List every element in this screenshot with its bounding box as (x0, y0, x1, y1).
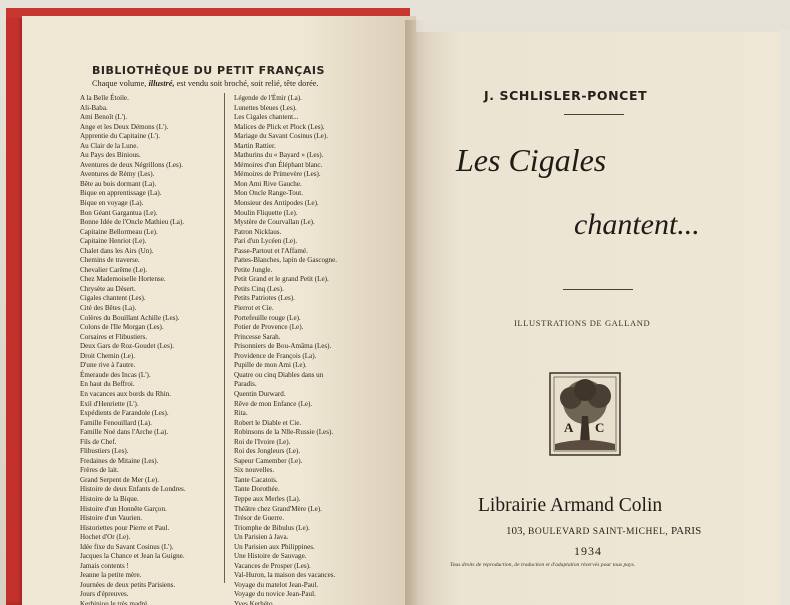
list-item: Corsaires et Flibustiers. (80, 332, 148, 341)
title-line-2: chantent... (574, 208, 700, 241)
list-item: Val-Huron, la maison des vacances. (234, 571, 336, 580)
list-item: Colères du Bouillant Achille (Les). (80, 313, 180, 322)
author-name: J. SCHLISLER-PONCET (484, 88, 648, 103)
list-item: Idée fixe du Savant Cosinus (L'). (80, 542, 174, 551)
list-item: Au Clair de la Lune. (80, 141, 139, 150)
list-item: Histoire de deux Enfants de Londres. (80, 485, 186, 494)
list-item: Petite Jungle. (234, 265, 273, 274)
list-item: Robert le Diable et Cie. (234, 418, 302, 427)
list-item: Mon Oncle Range-Tout. (234, 189, 304, 198)
list-item: Robinsons de la Nlle-Russie (Les). (234, 428, 334, 437)
list-item: Mémoires d'un Éléphant blanc. (234, 160, 323, 169)
list-item: Historiettes pour Pierre et Paul. (80, 523, 170, 532)
list-item: Ange et les Deux Démons (L'). (80, 122, 169, 131)
list-item: Tante Cacatois. (234, 475, 278, 484)
list-item: Mon Ami Rive Gauche. (234, 179, 302, 188)
list-item: Ami Benoît (L'). (80, 113, 128, 122)
list-item: Émeraude des Incas (L'). (80, 370, 151, 379)
list-item: Mystère de Courvallan (Le). (234, 218, 315, 227)
list-item: Lunettes bleues (Les). (234, 103, 297, 112)
list-item: Petits Cinq (Les). (234, 284, 284, 293)
address-number: 103, (506, 525, 526, 537)
list-item: Chez Mademoiselle Hortense. (80, 275, 166, 284)
list-item: Aventures de deux Négrillons (Les). (80, 160, 183, 169)
list-item: Expédients de Farandole (Les). (80, 409, 169, 418)
list-item: Bon Géant Gargantua (Le). (80, 208, 158, 217)
list-item: Les Cigales chantent... (234, 113, 299, 122)
list-item: Monsieur des Antipodes (Le). (234, 199, 319, 208)
list-item: Apprentie du Capitaine (L'). (80, 132, 161, 141)
list-item: A la Belle Étoile. (80, 94, 129, 102)
list-item: Histoire de la Bique. (80, 494, 139, 503)
list-item: Histoire d'un Honnête Garçon. (80, 504, 167, 513)
list-item: Cité des Bêtes (La). (80, 304, 137, 313)
publisher-name: Librairie Armand Colin (478, 495, 663, 516)
list-item: Capitaine Henriot (Le). (80, 237, 147, 246)
list-item: Jamais contents ! (80, 561, 129, 570)
list-item: Chemins de traverse. (80, 256, 140, 265)
list-item: Vacances de Prosper (Les). (234, 561, 311, 570)
list-item: En haut du Beffroi. (80, 380, 135, 389)
list-item: Jacques la Chance et Jean la Guigne. (80, 552, 185, 561)
list-item: Mariage du Savant Cosinus (Le). (234, 132, 328, 141)
list-item: Kerbiniou le très madré (80, 599, 148, 605)
list-item: Teppe aux Merles (La). (234, 494, 301, 503)
list-item: Exil d'Henriette (L'). (80, 399, 139, 408)
publisher-address (506, 525, 701, 537)
list-item: Quentin Durward. (234, 389, 286, 398)
book-gutter (405, 20, 427, 605)
publisher-tree-vignette (549, 372, 621, 456)
subheading-emphasis: illustré, (148, 79, 175, 88)
list-item: Deux Gars de Roz-Goudet (Les). (80, 342, 174, 351)
vignette-letter-left: A (564, 420, 574, 435)
list-item: Jours d'épreuves. (80, 590, 129, 599)
list-item: Roi de l'Ivoire (Le). (234, 437, 291, 446)
list-item: Une Histoire de Sauvage. (234, 552, 307, 561)
address-street: BOULEVARD SAINT-MICHEL, (528, 527, 669, 537)
list-item: Triomphe de Bibulus (Le). (234, 523, 310, 532)
list-item: Paradis. (234, 380, 257, 389)
list-item: Flibustiers (Les). (80, 447, 129, 456)
list-item: En vacances aux bords du Rhin. (80, 389, 172, 398)
list-item: Providence de François (La). (234, 351, 317, 360)
title-list-left (80, 94, 186, 605)
list-item: Droit Chemin (Le). (80, 351, 135, 360)
list-item: Colons de l'Ile Morgan (Les). (80, 323, 164, 332)
list-item: Malices de Plick et Plock (Les). (234, 122, 325, 131)
list-item: Patron Nicklaus. (234, 227, 282, 236)
list-item: Légende de l'Émir (La). (234, 94, 302, 102)
list-item: Pupille de mon Ami (Le). (234, 361, 307, 370)
list-item: Rita. (234, 409, 248, 418)
list-item: Bique en voyage (La). (80, 199, 144, 208)
address-city: PARIS (671, 525, 702, 537)
list-item: Famille Fenouillard (La). (80, 418, 152, 427)
list-item: Passe-Partout et l'Affamé. (234, 246, 308, 255)
publication-year: 1934 (574, 544, 602, 558)
list-item: Théâtre chez Grand'Mère (Le). (234, 504, 322, 513)
list-item: Cigales chantent (Les). (80, 294, 146, 303)
vignette-letter-right: C (595, 420, 605, 435)
list-item: Sapeur Camember (Le). (234, 456, 303, 465)
list-item: Au Pays des Binious. (80, 151, 141, 160)
list-item: Six nouvelles. (234, 466, 275, 475)
list-item: Mathurins du « Bayard » (Les). (234, 151, 324, 160)
list-item: Grand Serpent de Mer (Le). (80, 475, 159, 484)
list-item: Petits Patriotes (Les). (234, 294, 295, 303)
list-item: Voyage du novice Jean-Paul. (234, 590, 316, 599)
library-subheading (92, 79, 392, 88)
list-item: Tante Dorothée. (234, 485, 280, 494)
list-item: Princesse Sarah. (234, 332, 281, 341)
list-item: Histoire d'un Vaurien. (80, 514, 143, 523)
list-item: Yves Kerhéto. (234, 599, 275, 605)
list-item: Bête au bois dormant (La). (80, 179, 157, 188)
list-item: Un Parisien à Java. (234, 533, 289, 542)
list-item: Moulin Fliquette (Le). (234, 208, 298, 217)
rule-under-title (563, 289, 633, 290)
list-item: Ali-Baba. (80, 103, 108, 112)
list-item: Chrysète au Désert. (80, 284, 136, 293)
column-divider (224, 93, 225, 583)
list-item: Aventures de Rémy (Les). (80, 170, 155, 179)
list-item: Chalet dans les Airs (Un). (80, 246, 154, 255)
title-line-1: Les Cigales (456, 142, 607, 178)
list-item: Potier de Provence (Le). (234, 323, 304, 332)
list-item: Frères de lait. (80, 466, 119, 475)
list-item: Un Parisien aux Philippines. (234, 542, 315, 551)
subheading-before: Chaque volume, (92, 79, 147, 88)
list-item: Petit Grand et le grand Petit (Le). (234, 275, 329, 284)
list-item: Famille Noé dans l'Arche (La). (80, 428, 169, 437)
list-item: D'une rive à l'autre. (80, 361, 136, 370)
list-item: Pierrot et Cie. (234, 304, 274, 313)
list-item: Quatre ou cinq Diables dans un (234, 370, 324, 379)
list-item: Rêve de mon Enfance (Le). (234, 399, 313, 408)
list-item: Hochet d'Or (Le). (80, 533, 131, 542)
rights-notice: Tous droits de reproduction, de traduction et d'adaptation réservés pour tous pays. (450, 562, 636, 568)
list-item: Prisonniers de Bou-Amâma (Les). (234, 342, 332, 351)
subheading-after: est vendu soit broché, soit relié, tête dorée. (176, 79, 319, 88)
list-item: Bique en apprentissage (La). (80, 189, 162, 198)
list-item: Chevalier Carême (Le). (80, 265, 148, 274)
list-item: Pari d'un Lycéen (Le). (234, 237, 298, 246)
list-item: Martin Rattier. (234, 141, 276, 150)
illustrations-credit: ILLUSTRATIONS DE GALLAND (514, 318, 651, 328)
library-heading: BIBLIOTHÈQUE DU PETIT FRANÇAIS (92, 64, 325, 77)
list-item: Fredaines de Mitaine (Les). (80, 456, 159, 465)
list-item: Trésor de Guerre. (234, 514, 284, 523)
list-item: Fils de Chef. (80, 437, 117, 446)
title-list-right (234, 94, 337, 605)
list-item: Journées de deux petits Parisiens. (80, 580, 176, 589)
list-item: Portefeuille rouge (Le). (234, 313, 301, 322)
list-item: Bonne Idée de l'Oncle Mathieu (La). (80, 218, 185, 227)
page-stack-edge (780, 30, 790, 605)
list-item: Mémoires de Primevère (Les). (234, 170, 321, 179)
list-item: Capitaine Bellormeau (Le). (80, 227, 158, 236)
rule-under-author (564, 114, 624, 115)
list-item: Pattes-Blanches, lapin de Gascogne. (234, 256, 338, 265)
list-item: Voyage du matelot Jean-Paul. (234, 580, 319, 589)
list-item: Jeanne la petite mère. (80, 571, 142, 580)
list-item: Roi des Jongleurs (Le). (234, 447, 301, 456)
